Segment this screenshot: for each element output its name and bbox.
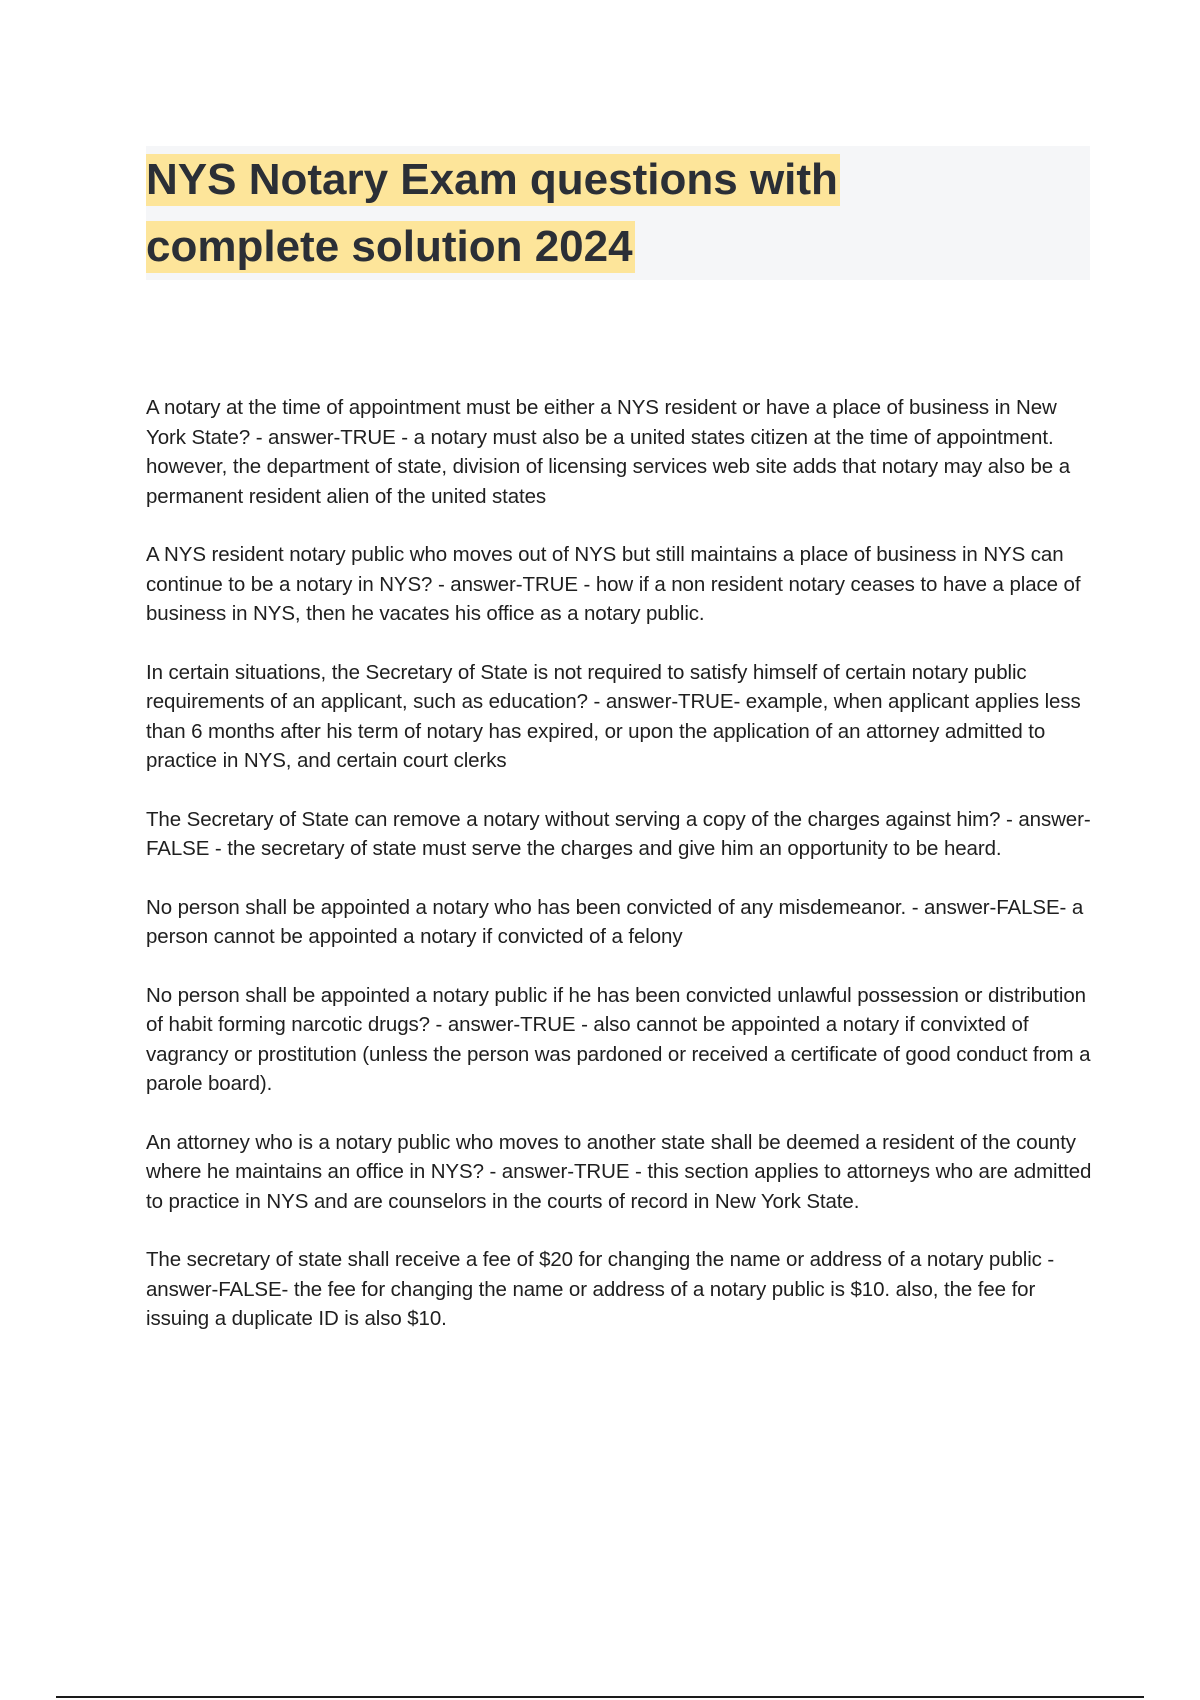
qa-entry: In certain situations, the Secretary of State is not required to satisfy himself of certain notary public requirements of an applicant, such as education? - answer-TRUE- example, when applicant applies less than 6 months after his term of notary has expired, or upon the application of an attorney admitted to practice in NYS, and certain court clerks (146, 660, 1081, 772)
title-row-1 (146, 146, 1090, 213)
title-row-2 (146, 213, 1090, 280)
qa-entry: No person shall be appointed a notary public if he has been convicted unlawful possession or distribution of habit forming narcotic drugs? - answer-TRUE - also cannot be appointed a notary if convixted of vagrancy or prostitution (unless the person was pardoned or received a certificate of good conduct from a parole board). (146, 983, 1091, 1095)
title-block (146, 146, 1090, 280)
document-title-line-2: complete solution 2024 (146, 221, 633, 271)
qa-entry: A NYS resident notary public who moves out of NYS but still maintains a place of business in NYS can continue to be a notary in NYS? - answer-TRUE - how if a non resident notary ceases to have a place of business in NYS, then he vacates his office as a notary public. (146, 543, 1081, 625)
qa-entry: An attorney who is a notary public who moves to another state shall be deemed a resident of the county where he maintains an office in NYS? - answer-TRUE - this section applies to attorneys who are admitted to practice in NYS and are counselors in the courts of record in New York State. (146, 1130, 1092, 1213)
qa-entry: The Secretary of State can remove a notary without serving a copy of the charges against him? - answer-FALSE - the secretary of state must serve the charges and give him an opportunity to be heard. (146, 807, 1091, 860)
qa-entry: A notary at the time of appointment must be either a NYS resident or have a place of business in New York State? - answer-TRUE - a notary must also be a united states citizen at the time of appointment. however, the department of state, division of licensing services web site adds that notary may also be a permanent resident alien of the united states (146, 396, 1070, 508)
page-bottom-rule (56, 1696, 1144, 1698)
document-title-line-1: NYS Notary Exam questions with (146, 154, 838, 204)
qa-entry: The secretary of state shall receive a fee of $20 for changing the name or address of a notary public - answer-FALSE- the fee for changing the name or address of a notary public is $10. also, the fee for issuing a duplicate ID is also $10. (146, 1248, 1055, 1330)
qa-list (146, 393, 1094, 1363)
qa-entry: No person shall be appointed a notary who has been convicted of any misdemeanor. - answer-FALSE- a person cannot be appointed a notary if convicted of a felony (146, 895, 1084, 948)
